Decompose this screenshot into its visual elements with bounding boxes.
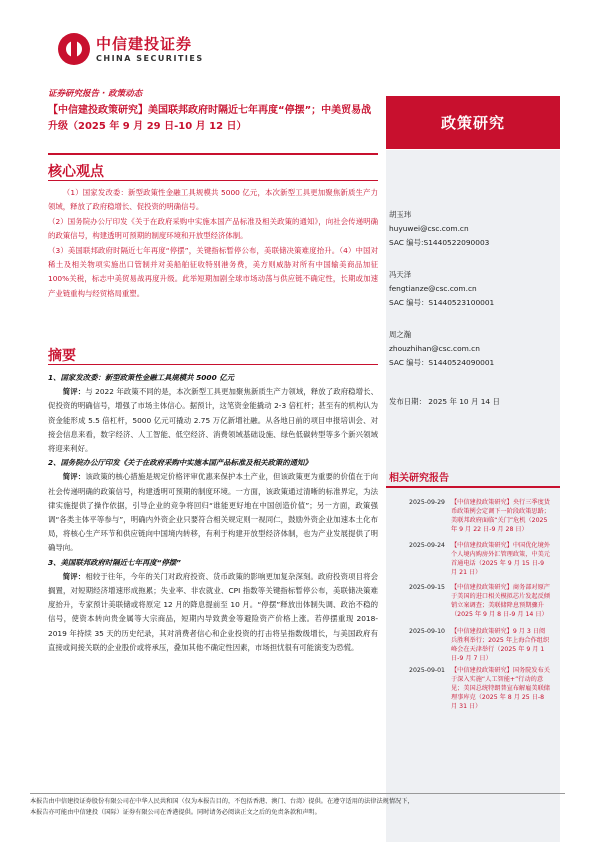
publish-date: 发布日期： 2025 年 10 月 14 日	[389, 397, 500, 406]
author-name: 胡玉玮	[389, 210, 412, 219]
core-point-1: （1）国家发改委：新型政策性金融工具规模共 5000 亿元，本次新型工具更加聚焦新质生产力领域，释放了政府稳增长、促投资的明确信号。	[48, 188, 378, 212]
summary-item-body	[48, 385, 378, 456]
related-report-item[interactable]	[389, 498, 557, 534]
doc-title: 【中信建投政策研究】美国联邦政府时隔近七年再度“停摆”；中美贸易战升级（2025 年 9 月 29 日-10 月 12 日）	[48, 105, 372, 132]
core-point-3: （3）美国联邦政府时隔近七年再度“停摆”，关键指标暂停公布，美联储决策难度抬升。	[48, 245, 340, 255]
author-block	[389, 268, 494, 310]
core-point-3-4	[48, 244, 378, 302]
author-name: 冯天泽	[389, 270, 412, 279]
summary-item-text: 相较于往年，今年的关门对政府投资、货币政策的影响更加复杂深刻。政府投资项目将会搁置，对短期经济增速形成拖累；失业率、非农就业、CPI 指数等关键指标暂停公布，美联储决策难度抬升，专家预计美联储或将原定 12 月的降息提前至 10 月。“停摆”释放出体制失调、政治不稳的信号，使资本转向贵金属等大宗商品，短期内导致黄金等避险资产价格上涨。若停摆重现 2018-2019 年持续 35 天的历史纪录，其对消费者信心和企业投资的打击将呈指数级增长，与美国政府有直接或间接关联的企业股价或将承压，叠加其他不确定性因素，市场担忧很有可能演变为恐慌。	[48, 571, 378, 652]
related-report-date: 2025-09-01	[409, 667, 445, 674]
summary-item-lead: 简评：	[62, 571, 86, 581]
brand-name-cn: 中信建投证券	[96, 34, 193, 53]
core-body	[48, 186, 378, 301]
summary-item-title: 3、美国联邦政府时隔近七年再度“停摆”	[48, 557, 181, 567]
summary-item-lead: 简评：	[62, 387, 86, 397]
footer-disclaimer	[30, 796, 565, 818]
category-badge: 政策研究	[386, 96, 560, 149]
author-block	[389, 328, 494, 370]
related-report-date: 2025-09-24	[409, 542, 445, 549]
summary-item-lead: 简评：	[62, 472, 86, 482]
summary-heading: 摘要	[48, 348, 76, 364]
summary-divider	[48, 364, 378, 365]
footer-divider	[30, 793, 565, 794]
author-sac: SAC 编号:S1440522090003	[389, 238, 490, 247]
author-sac: SAC 编号：S1440523100001	[389, 298, 495, 307]
author-email[interactable]: fengtianze@csc.com.cn	[389, 284, 477, 293]
related-report-date: 2025-09-29	[409, 499, 445, 506]
summary-item-text: 与 2022 年政策不同的是，本次新型工具更加聚焦新质生产力领域，释放了政府稳增长、促投资的明确信号，增强了市场主体信心。据预计，这笔资金能撬动 2-3 倍杠杆；甚至有的机构认为资金能形成 5.5 倍杠杆，5000 亿元可撬动 2.75 万亿新增社融。从各地日前的项目申报培训会、对接会信息来看，数字经济、人工智能、低空经济、消费领域基础设施、绿色低碳转型等多个新兴领域将迎来利好。	[48, 387, 378, 454]
summary-item-title: 1、国家发改委：新型政策性金融工具规模共 5000 亿元	[48, 373, 235, 382]
related-report-item[interactable]	[389, 583, 557, 619]
author-email[interactable]: huyuwei@csc.com.cn	[389, 224, 469, 233]
related-reports-heading: 相关研究报告	[389, 473, 449, 484]
summary-item-text: 该政策的核心措施是规定价格评审优惠来保护本土产业，但该政策更为重要的价值在于向社会传递明确的政策信号，构建透明可预期的制度环境。一方面，该政策通过清晰的标准界定，为法律实施提供了操作依据，引导企业的竞争将回归“谁能更好地在中国创造价值”；另一方面，政策强调“各类主体平等参与”，明确内外资企业只要符合相关规定则一视同仁，鼓励外资企业加速本土化布局，将核心生产环节和供应链向中国境内转移，有利于构建开放型经济体制，也为产业发展提供了明确导向。	[48, 472, 378, 553]
related-divider	[386, 486, 560, 488]
summary-item-body	[48, 570, 378, 655]
related-report-title[interactable]: 【中信建投政策研究】中国优化境外个人境内购房外汇管理政策，中美元首通电话（2025 年 9 月 15 日-9 月 21 日）	[451, 542, 550, 576]
core-point-2: （2）国务院办公厅印发《关于在政府采购中实施本国产品标准及相关政策的通知》，向社会传递明确的政策信号，构建透明可预期的制度环境和开放型经济体制。	[48, 216, 378, 241]
related-report-title[interactable]: 【中信建投政策研究】国务院发布关于深入实施“人工智能+”行动的意见；美国总统特朗普宣布解雇美联储理事库克（2025 年 8 月 25 日-8 月 31 日）	[451, 667, 550, 710]
related-report-title[interactable]: 【中信建投政策研究】商务部对原产于美国的进口相关模拟芯片发起反倾销立案调查；美联储降息预期骤升（2025 年 9 月 8 日-9 月 14 日）	[451, 584, 550, 618]
related-report-title[interactable]: 【中信建投政策研究】9 月 3 日阅兵胜利举行；2025 年上海合作组织峰会在天津举行（2025 年 9 月 1 日-9 月 7 日）	[451, 628, 550, 662]
core-divider	[48, 180, 378, 181]
related-report-date: 2025-09-10	[409, 628, 445, 635]
brand-name-en: CHINA SECURITIES	[96, 53, 204, 63]
summary-body	[48, 371, 378, 655]
related-report-title[interactable]: 【中信建投政策研究】央行三季度货币政策例会定调下一阶段政策思路；美联邦政府面临“关门”危机（2025 年 9 月 22 日-9 月 28 日）	[451, 499, 550, 533]
footer-line-1: 本报告由中信建投证券股份有限公司在中华人民共和国（仅为本报告目的，不包括香港、澳门、台湾）提供。在遵守适用的法律法规情况下，	[30, 798, 414, 805]
summary-item-title: 2、国务院办公厅印发《关于在政府采购中实施本国产品标准及相关政策的通知》	[48, 458, 312, 468]
related-report-date: 2025-09-15	[409, 584, 445, 591]
summary-item-body	[48, 470, 378, 555]
author-block	[389, 208, 489, 250]
author-email[interactable]: zhouzhihan@csc.com.cn	[389, 344, 480, 353]
related-report-item[interactable]	[389, 666, 557, 711]
core-heading: 核心观点	[48, 164, 104, 180]
related-report-item[interactable]	[389, 541, 557, 577]
footer-line-2: 本报告亦可能由中信建投（国际）证券有限公司在香港提供。同时请务必阅读正文之后的免责条款和声明。	[30, 809, 321, 816]
author-sac: SAC 编号：S1440524090001	[389, 358, 495, 367]
brand-logo	[58, 33, 204, 65]
brand-emblem-icon	[58, 33, 90, 65]
title-divider	[48, 153, 378, 155]
related-report-item[interactable]	[389, 627, 557, 663]
author-name: 周之瀚	[389, 330, 412, 339]
sidebar-panel	[386, 150, 560, 842]
core-point-4: （4）中国对稀土及相关物项实施出口管制并对美船舶征收特别港务费，美方则威胁对所有中国输美商品加征100%关税，标志中美贸易战再度升级。此举短期加剧全球市场动荡与供应链不确定性，长期或加速产业链重构与经贸格局重塑。	[48, 245, 378, 298]
doc-type: 证券研究报告 · 政策动态	[48, 89, 143, 99]
